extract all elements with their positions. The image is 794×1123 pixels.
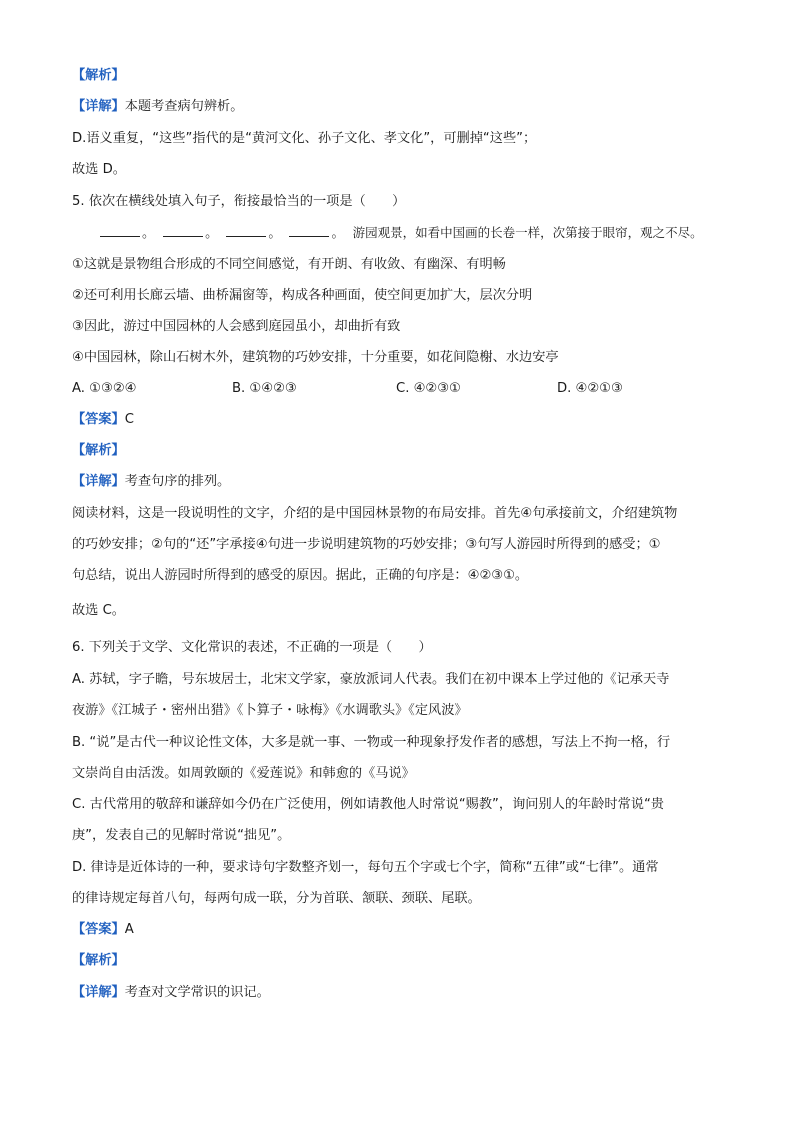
explanation-d: D.语义重复，“这些”指代的是“黄河文化、孙子文化、孝文化”，可删掉“这些”； xyxy=(72,131,537,146)
q5-para-1: 阅读材料，这是一段说明性的文字，介绍的是中国园林景物的布局安排。首先④句承接前文，介绍建筑物 xyxy=(72,506,678,521)
detail-tag: 【详解】 xyxy=(72,474,125,489)
q6-option-a-1: A. 苏轼，字子瞻，号东坡居士，北宋文学家，豪放派词人代表。我们在初中课本上学过他的《记承天寺 xyxy=(72,672,670,687)
q5-stem: 5. 依次在横线处填入句子，衔接最恰当的一项是（ ） xyxy=(72,194,406,209)
answer-value: C xyxy=(124,412,134,427)
q5-para-2: 的巧妙安排；②句的“还”字承接④句进一步说明建筑物的巧妙安排；③句写人游园时所得到的感受；① xyxy=(72,537,661,552)
q6-detail xyxy=(72,983,270,1003)
q5-sentence-2: ②还可利用长廊云墙、曲桥漏窗等，构成各种画面，使空间更加扩大，层次分明 xyxy=(72,288,533,303)
choose-line: 故选 D。 xyxy=(72,162,126,177)
detail-tag: 【详解】 xyxy=(72,985,125,1000)
q5-passage-tail: 游园观景，如看中国画的长卷一样，次第接于眼帘，观之不尽。 xyxy=(352,225,703,240)
detail-text: 考查对文学常识的识记。 xyxy=(124,985,270,1000)
detail-line xyxy=(72,97,243,117)
detail-tag: 【详解】 xyxy=(72,99,125,114)
detail-text: 考查句序的排列。 xyxy=(124,474,231,489)
q6-option-b-2: 文崇尚自由活泼。如周敦颐的《爱莲说》和韩愈的《马说》 xyxy=(72,766,415,781)
answer-tag: 【答案】 xyxy=(72,412,125,427)
q6-stem: 6. 下列关于文学、文化常识的表述，不正确的一项是（ ） xyxy=(72,640,432,655)
blank-3 xyxy=(226,223,266,237)
q5-option-a: A. ①③②④ xyxy=(72,381,137,396)
q5-option-b: B. ①④②③ xyxy=(232,381,297,396)
analysis-tag: 【解析】 xyxy=(72,953,125,968)
q5-sentence-1: ①这就是景物组合形成的不同空间感觉，有开朗、有收敛、有幽深、有明畅 xyxy=(72,257,506,272)
q5-detail xyxy=(72,472,230,492)
q5-option-c: C. ④②③① xyxy=(396,381,461,396)
q6-option-c-1: C. 古代常用的敬辞和谦辞如今仍在广泛使用，例如请教他人时常说“赐教”，询问别人的年龄时常说“贵 xyxy=(72,797,664,812)
q5-sentence-4: ④中国园林，除山石树木外，建筑物的巧妙安排，十分重要，如花间隐榭、水边安亭 xyxy=(72,350,559,365)
q5-answer xyxy=(72,410,134,430)
q5-sentence-3: ③因此，游过中国园林的人会感到庭园虽小，却曲折有致 xyxy=(72,319,401,334)
q5-para-3: 句总结，说出人游园时所得到的感受的原因。据此，正确的句序是：④②③①。 xyxy=(72,568,529,583)
answer-value: A xyxy=(124,922,134,937)
q6-option-a-2: 夜游》《江城子・密州出猎》《卜算子・咏梅》《水调歌头》《定风波》 xyxy=(72,703,468,718)
q6-answer xyxy=(72,920,134,940)
analysis-tag: 【解析】 xyxy=(72,443,125,458)
q5-blank-sentence: 。 。 。 。 游园观景，如看中国画的长卷一样，次第接于眼帘，观之不尽。 xyxy=(100,223,703,244)
q6-option-d-1: D. 律诗是近体诗的一种，要求诗句字数整齐划一，每句五个字或七个字，简称“五律”或“七律”。通常 xyxy=(72,860,659,875)
q5-choose: 故选 C。 xyxy=(72,603,125,618)
analysis-tag: 【解析】 xyxy=(72,68,125,83)
q6-option-b-1: B. “说”是古代一种议论性文体，大多是就一事、一物或一种现象抒发作者的感想，写法上不拘一格，行 xyxy=(72,735,671,750)
q5-option-d: D. ④②①③ xyxy=(557,381,623,396)
answer-tag: 【答案】 xyxy=(72,922,125,937)
blank-2 xyxy=(163,223,203,237)
q6-option-c-2: 庚”，发表自己的见解时常说“拙见”。 xyxy=(72,828,291,843)
detail-text: 本题考查病句辨析。 xyxy=(124,99,244,114)
blank-1 xyxy=(100,223,140,237)
q6-option-d-2: 的律诗规定每首八句，每两句成一联，分为首联、颔联、颈联、尾联。 xyxy=(72,891,481,906)
blank-4 xyxy=(289,223,329,237)
